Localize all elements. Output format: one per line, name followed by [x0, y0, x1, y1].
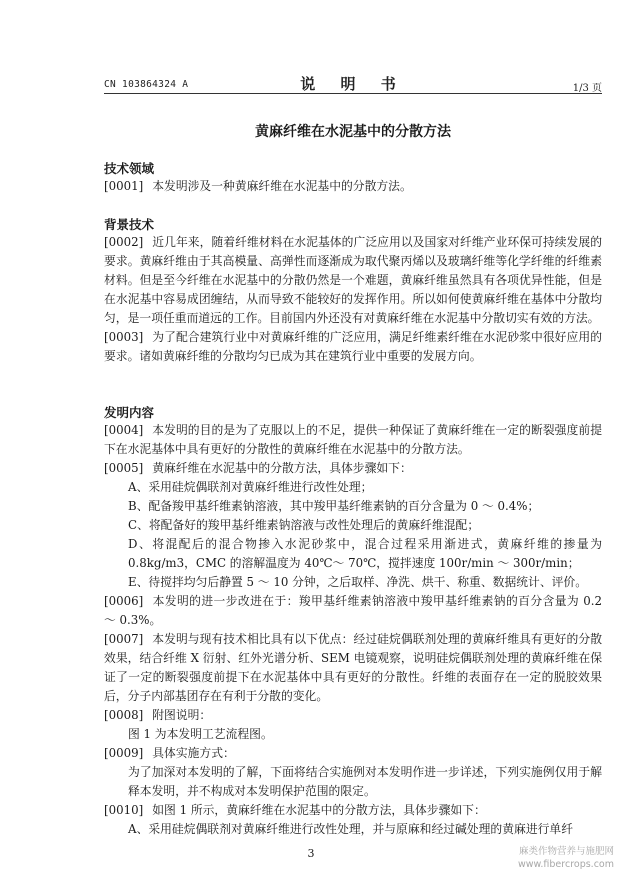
- paragraph-text: 本发明与现有技术相比具有以下优点：经过硅烷偶联剂处理的黄麻纤维具有更好的分散效果，结合纤维 X 衍射、红外光谱分析、SEM 电镜观察，说明硅烷偶联剂处理的黄麻纤维在保证了一定的断裂强度前提下在水泥基体中具有更好的分散性。纤维的表面存在一定的脱胶效果后，分子内部基团存在有利于分散的变化。: [104, 632, 602, 703]
- step-text: A、采用硅烷偶联剂对黄麻纤维进行改性处理，并与原麻和经过碱处理的黄麻进行单纤: [128, 822, 574, 836]
- paragraph: [104, 459, 602, 478]
- step-text: B、配备羧甲基纤维素钠溶液，其中羧甲基纤维素钠的百分含量为 0 ～ 0.4%；: [128, 499, 540, 513]
- paragraph-number: [0007]: [104, 632, 144, 646]
- paragraph-number: [0008]: [104, 708, 144, 722]
- document-title: 黄麻纤维在水泥基中的分散方法: [255, 124, 451, 140]
- step-item: [104, 820, 602, 839]
- paragraph: [104, 801, 602, 820]
- paragraph: [104, 233, 602, 328]
- paragraph-text: 附图说明：: [152, 708, 212, 722]
- paragraph-text: 如图 1 所示，黄麻纤维在水泥基中的分散方法，具体步骤如下：: [152, 803, 486, 817]
- paragraph: [104, 706, 602, 725]
- paragraph-text: 本发明的目的是为了克服以上的不足，提供一种保证了黄麻纤维在一定的断裂强度前提下在水泥基体中具有更好的分散性的黄麻纤维在水泥基中的分散方法。: [104, 423, 602, 456]
- paragraph-text: 为了配合建筑行业中对黄麻纤维的广泛应用，满足纤维素纤维在水泥砂浆中很好应用的要求。诸如黄麻纤维的分散均匀已成为其在建筑行业中重要的发展方向。: [104, 330, 602, 363]
- paragraph: [104, 630, 602, 706]
- patent-number: CN 103864324 A: [104, 79, 189, 90]
- paragraph-number: [0001]: [104, 179, 144, 193]
- paragraph-text: 本发明涉及一种黄麻纤维在水泥基中的分散方法。: [152, 179, 412, 193]
- paragraph-number: [0003]: [104, 330, 144, 344]
- figure-text: 图 1 为本发明工艺流程图。: [128, 727, 273, 741]
- paragraph-text: 近几年来，随着纤维材料在水泥基体的广泛应用以及国家对纤维产业环保可持续发展的要求。黄麻纤维由于其高模量、高弹性而逐渐成为取代聚丙烯以及玻璃纤维等化学纤维的纤维素材料。但是至今纤维在水泥基中的分散仍然是一个难题，黄麻纤维虽然具有各项优异性能，但是在水泥基中容易成团缠结，从而导致不能较好的发挥作用。所以如何使黄麻纤维在基体中分散均匀，是一项任重而道远的工作。目前国内外还没有对黄麻纤维在水泥基中分散切实有效的方法。: [104, 235, 602, 325]
- paragraph-number: [0002]: [104, 235, 144, 249]
- paragraph-number: [0005]: [104, 461, 144, 475]
- paragraph: [104, 592, 602, 630]
- paragraph-text: 本发明的进一步改进在于：羧甲基纤维素钠溶液中羧甲基纤维素钠的百分含量为 0.2 ～ 0.3%。: [104, 594, 602, 627]
- section-body-summary: [104, 421, 602, 839]
- step-text: E、待搅拌均匀后静置 5 ～ 10 分钟，之后取样、净洗、烘干、称重、数据统计、评价。: [128, 575, 588, 589]
- paragraph-number: [0010]: [104, 803, 144, 817]
- watermark-url: www.fibercrops.com: [517, 859, 614, 870]
- header-rule: [104, 93, 602, 94]
- page-number-footer: 3: [307, 847, 315, 860]
- watermark-site-name: 麻类作物营养与施肥网: [518, 846, 614, 857]
- site-watermark: [492, 845, 614, 871]
- paragraph-text: 为了加深对本发明的了解，下面将结合实施例对本发明作进一步详述，下列实施例仅用于解释本发明，并不构成对本发明保护范围的限定。: [128, 765, 602, 798]
- paragraph: [104, 177, 602, 196]
- step-item: [104, 497, 602, 516]
- paragraph: [104, 328, 602, 366]
- paragraph: [104, 744, 602, 763]
- paragraph-text: 黄麻纤维在水泥基中的分散方法，具体步骤如下：: [152, 461, 412, 475]
- section-body-background: [104, 233, 602, 366]
- step-item: [104, 516, 602, 535]
- paragraph: [104, 763, 602, 801]
- step-item: [104, 573, 602, 592]
- paragraph: [104, 421, 602, 459]
- step-text: A、采用硅烷偶联剂对黄麻纤维进行改性处理；: [128, 480, 373, 494]
- section-heading-summary: 发明内容: [104, 405, 155, 420]
- figure-description: [104, 725, 602, 744]
- section-body-technical-field: [104, 177, 602, 196]
- paragraph-number: [0004]: [104, 423, 144, 437]
- step-text: D、将混配后的混合物掺入水泥砂浆中，混合过程采用渐进式，黄麻纤维的掺量为 0.8kg/m3，CMC 的溶解温度为 40℃～ 70℃，搅拌速度 100r/min ～ 300r/min；: [128, 537, 602, 570]
- document-type-label: 说 明 书: [300, 75, 406, 93]
- section-heading-technical-field: 技术领域: [104, 161, 155, 176]
- step-item: [104, 478, 602, 497]
- paragraph-number: [0009]: [104, 746, 144, 760]
- page-indicator: 1/3 页: [572, 83, 602, 94]
- section-heading-background: 背景技术: [104, 217, 155, 232]
- paragraph-number: [0006]: [104, 594, 144, 608]
- paragraph-text: 具体实施方式：: [152, 746, 235, 760]
- page-header: [104, 70, 602, 92]
- step-text: C、将配备好的羧甲基纤维素钠溶液与改性处理后的黄麻纤维混配；: [128, 518, 480, 532]
- step-item: [104, 535, 602, 573]
